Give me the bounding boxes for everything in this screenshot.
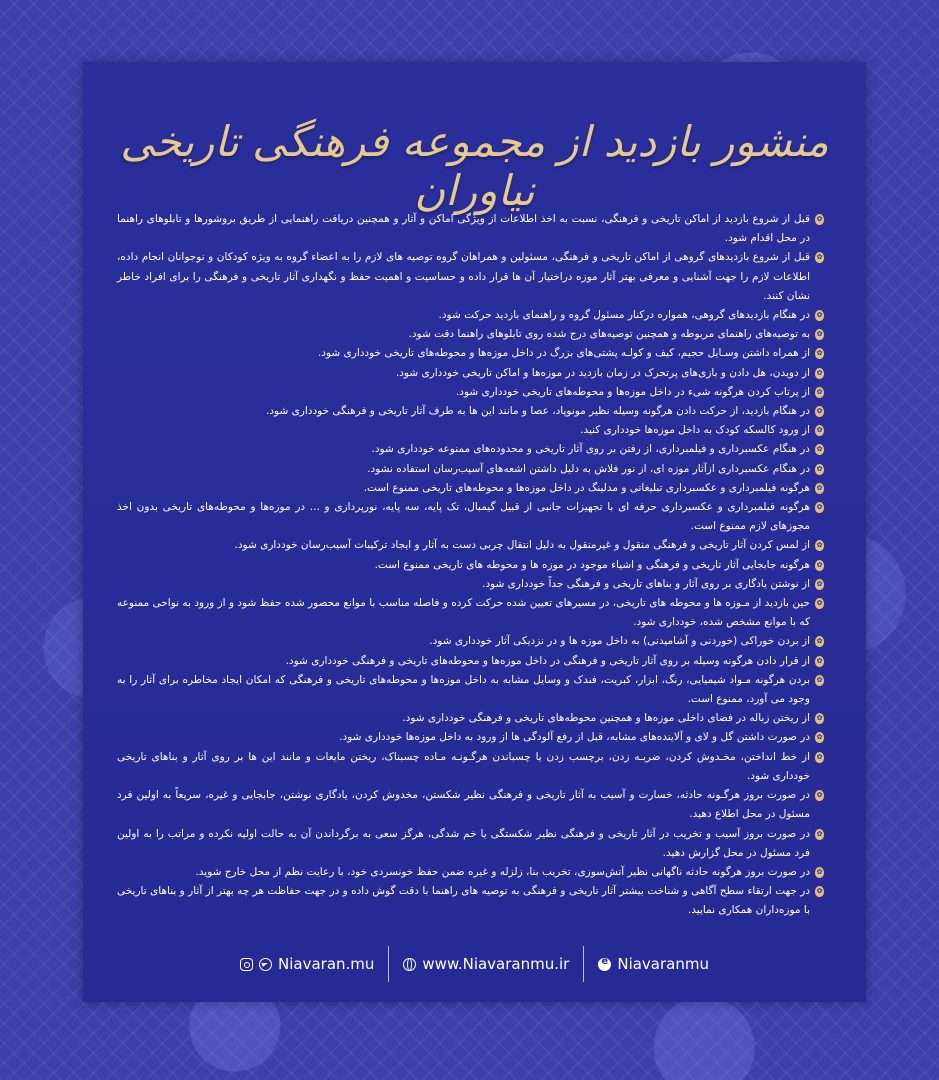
rule-text: هرگونه جابجایی آثار تاریخی و فرهنگی و اشیاء موجود در موزه ها و محوطه های تاریخی ممنوع است.	[374, 558, 810, 571]
tulip-bullet-icon: ✿	[816, 887, 823, 896]
tulip-bullet-icon: ✿	[816, 541, 823, 550]
tulip-bullet-icon: ✿	[816, 503, 823, 512]
eitaa-handle-text: Niavaranmu	[617, 955, 709, 973]
rule-item	[117, 882, 824, 920]
tulip-bullet-icon: ✿	[816, 733, 823, 742]
telegram-icon	[259, 958, 272, 971]
eitaa-icon	[598, 958, 611, 971]
rule-item	[117, 748, 824, 786]
rule-text: بردن هرگونه مـواد شیمیایی، رنگ، ابزار، کبریت، فندک و وسایل مشابه به داخل موزه‌ها و محوطه‌های تاریخی و فرهنگی که امکان ایجاد مخاطره برای آثار را به وجود می آورد، ممنوع است.	[117, 673, 810, 706]
tulip-bullet-icon: ✿	[816, 253, 823, 262]
rule-text: قبل از شروع بازدیدهای گروهی از اماکن تاریخی و فرهنگی، مسئولین و همراهان گروه توصیه های لازم را به اعضاء گروه به ویژه کودکان و نوجوانان انجام داده، اطلاعات لازم را جهت آشنایی و معرفی بهتر آثار موزه دراختیار آن ها قرار داده و حساسیت و اهمیت حفظ و نگهداری آثار تاریخی و فرهنگی را برای افراد خاطر نشان کنند.	[117, 251, 810, 302]
rule-item	[117, 306, 824, 325]
rule-item	[117, 728, 824, 747]
rule-text: هرگونه فیلمبرداری و عکسبرداری تبلیغاتی و مدلینگ در داخل موزه‌ها و محوطه‌های تاریخی ممنوع است.	[363, 481, 810, 494]
rule-text: به توصیه‌های راهنمای مربوطه و همچنین توصیه‌های درج شده روی تابلوهای راهنما دقت شود.	[408, 328, 810, 341]
rule-item	[117, 460, 824, 479]
rule-item	[117, 594, 824, 632]
rule-text: در صورت بروز هرگـونه حادثه، خسارت و آسیب به آثار تاریخی و فرهنگی نظیر شکستن، مخدوش کردن، یادگاری نوشتن، جابجایی و غیره، سریعاً به اولین فرد مسئول در محل اطلاع دهید.	[117, 789, 810, 821]
tulip-bullet-icon: ✿	[816, 752, 823, 761]
rule-item	[117, 632, 824, 651]
rule-item	[117, 210, 824, 248]
rule-text: حین بازدید از مـوزه ها و محوطه های تاریخی، در مسیرهای تعیین شده حرکت کرده و فاصله مناسب با موانع محصور شده حفظ شود و از ورود به نواحی ممنوعه که با موانع مشخص شده، خودداری شود.	[117, 597, 810, 629]
tulip-bullet-icon: ✿	[816, 368, 823, 377]
rule-text: از خط انداختن، مخـدوش کردن، ضربـه زدن، برچسب زدن یا چسباندن هرگـونـه مـاده چسبناک، ریختن مایعات و مانند این ها بر روی آثار و بناهای تاریخی خودداری شود.	[117, 750, 810, 782]
tulip-bullet-icon: ✿	[816, 426, 823, 435]
rule-text: قبل از شروع بازدید از اماکن تاریخی و فرهنگی، نسبت به اخذ اطلاعات از ویژگی اماکن و آثار و همچنین دریافت راهنمایی از طریق بروشورها و تابلوهای راهنما در محل اقدام شود.	[117, 213, 810, 245]
tulip-bullet-icon: ✿	[816, 599, 823, 608]
rules-list	[117, 210, 824, 921]
rule-item	[117, 402, 824, 421]
rule-text: در جهت ارتقاء سطح آگاهی و شناخت بیشتر آثار تاریخی و فرهنگی به توصیه های راهنما با دقت گوش داده و در جهت حفاظت هر چه بهتر از آثار و بناهای تاریخی با موزه‌داران همکاری نمایید.	[117, 885, 810, 917]
rule-text: از ورود کالسکه کودک به داخل موزه‌ها خودداری کنید.	[580, 424, 810, 437]
globe-icon	[403, 958, 416, 971]
rule-text: از لمس کردن آثار تاریخی و فرهنگی منقول و غیرمنقول به دلیل انتقال چربی دست به آثار و ایجاد ترکیبات آسیب‌رسان خودداری شود.	[234, 539, 810, 552]
tulip-bullet-icon: ✿	[816, 483, 823, 492]
contact-footer	[83, 944, 866, 984]
tulip-bullet-icon: ✿	[816, 407, 823, 416]
rule-text: از همراه داشتن وسـایل حجیم، کیف و کولـه پشتی‌های بزرگ در داخل موزه‌ها و محوطه‌های تاریخی خودداری شود.	[317, 347, 810, 360]
rule-item	[117, 498, 824, 536]
rule-text: در هنگام بازدیدهای گروهی، همواره درکنار مسئول گروه و راهنمای بازدید حرکت شود.	[438, 309, 810, 322]
rule-text: در هنگام بازدید، از حرکت دادن هرگونه وسیله نظیر مونوپاد، عصا و مانند این ها به طرف آثار تاریخی و فرهنگی خودداری شود.	[266, 405, 810, 418]
rule-item	[117, 671, 824, 709]
rule-item	[117, 440, 824, 459]
page-title: منشور بازدید از مجموعه فرهنگی تاریخی نیاوران	[120, 117, 829, 215]
tulip-bullet-icon: ✿	[816, 675, 823, 684]
tulip-bullet-icon: ✿	[816, 637, 823, 646]
rule-item	[117, 325, 824, 344]
rule-item	[117, 344, 824, 363]
rule-text: در صورت بروز آسیب و تخریب در آثار تاریخی و فرهنگی نظیر شکستگی یا خم شدگی، هرگز سعی به برگرداندن آن به حالت اولیه نکرده و مراتب را به اولین فرد مسئول در محل گزارش دهید.	[117, 827, 810, 859]
tulip-bullet-icon: ✿	[816, 464, 823, 473]
rule-text: در صورت داشتن گل و لای و آلاینده‌های مشابه، قبل از رفع آلودگی ها از ورود به داخل موزه‌ها خودداری شود.	[339, 731, 810, 744]
rule-item	[117, 421, 824, 440]
rule-text: هرگونه فیلمبرداری و عکسبرداری حرفه ای با تجهیزات جانبی از قبیل گیمبال، تک پایه، سه پایه، نورپردازی و ... در موزه‌ها و محوطه‌های تاریخی بدون اخذ مجوزهای لازم ممنوع است.	[117, 501, 810, 533]
rule-item	[117, 536, 824, 555]
rule-item	[117, 575, 824, 594]
social-handle-link[interactable]	[226, 955, 388, 973]
rule-text: از ریختن زباله در فضای داخلی موزه‌ها و همچنین محوطه‌های تاریخی و فرهنگی خودداری شود.	[402, 712, 810, 725]
social-handle-text: Niavaran.mu	[278, 955, 375, 973]
rule-item	[117, 863, 824, 882]
rule-text: در هنگام عکسبرداری و فیلمبرداری، از رفتن بر روی آثار تاریخی و محدوده‌های ممنوعه خودداری شود.	[371, 443, 810, 456]
instagram-icon	[240, 958, 253, 971]
tulip-bullet-icon: ✿	[816, 714, 823, 723]
website-link[interactable]	[389, 955, 583, 973]
rule-item	[117, 825, 824, 863]
rule-item	[117, 479, 824, 498]
rule-text: از قرار دادن هرگونه وسیله بر روی آثار تاریخی و فرهنگی در داخل موزه‌ها و محوطه‌های تاریخی و فرهنگی خودداری شود.	[285, 654, 810, 667]
rule-text: از بردن خوراکی (خوردنی و آشامیدنی) به داخل موزه ها و در نزدیکی آثار خودداری شود.	[429, 635, 810, 648]
tulip-bullet-icon: ✿	[816, 445, 823, 454]
tulip-bullet-icon: ✿	[816, 867, 823, 876]
tulip-bullet-icon: ✿	[816, 579, 823, 588]
charter-panel	[83, 62, 866, 1002]
tulip-bullet-icon: ✿	[816, 311, 823, 320]
rule-text: در هنگام عکسبرداری ازآثار موزه ای، از نور فلاش به دلیل داشتن اشعه‌های آسیب‌رسان استفاده نشود.	[367, 462, 810, 475]
rule-item	[117, 248, 824, 306]
rule-text: از نوشتن یادگاری بر روی آثار و بناهای تاریخی و فرهنگی جداً خودداری شود.	[482, 577, 810, 590]
rule-text: از پرتاب کردن هرگونه شیء در داخل موزه‌ها و محوطه‌های تاریخی خودداری شود.	[455, 385, 810, 398]
rule-item	[117, 709, 824, 728]
rule-text: از دویدن، هل دادن و بازی‌های پرتحرک در زمان بازدید در موزه‌ها و اماکن تاریخی خودداری شود.	[395, 366, 810, 379]
tulip-bullet-icon: ✿	[816, 215, 823, 223]
rule-item	[117, 364, 824, 383]
rule-item	[117, 383, 824, 402]
tulip-bullet-icon: ✿	[816, 656, 823, 665]
tulip-bullet-icon: ✿	[816, 560, 823, 569]
tulip-bullet-icon: ✿	[816, 349, 823, 358]
tulip-bullet-icon: ✿	[816, 791, 823, 800]
tulip-bullet-icon: ✿	[816, 829, 823, 838]
rule-item	[117, 556, 824, 575]
rule-item	[117, 652, 824, 671]
tulip-bullet-icon: ✿	[816, 330, 823, 339]
website-text: www.Niavaranmu.ir	[422, 955, 570, 973]
eitaa-link[interactable]	[584, 955, 723, 973]
rule-text: در صورت بروز هرگونه حادثه ناگهانی نظیر آتش‌سوزی، تخریب بنا، زلزله و غیره ضمن حفظ خونسردی خود، با رعایت نظم از محل خارج شوید.	[195, 865, 810, 878]
rule-item	[117, 786, 824, 824]
tulip-bullet-icon: ✿	[816, 387, 823, 396]
